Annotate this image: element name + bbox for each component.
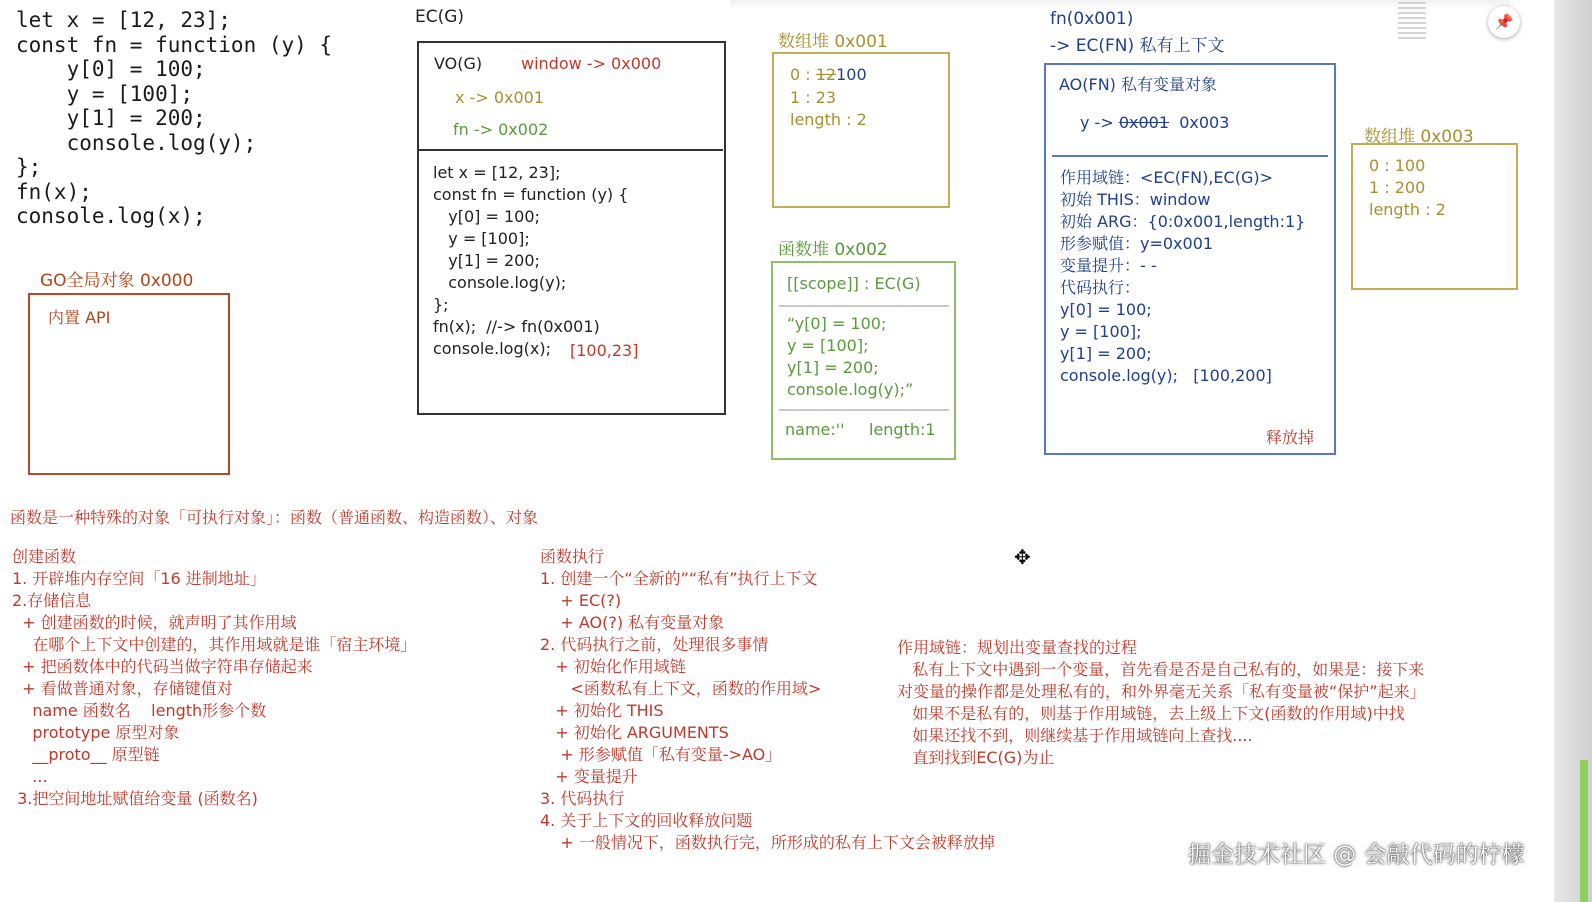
fnctx-divider	[1052, 155, 1328, 157]
fnctx-line: 变量提升：- -	[1060, 256, 1157, 275]
ecg-code-line: fn(x); //-> fn(0x001)	[433, 317, 600, 336]
ecg-code-line: y = [100];	[433, 229, 530, 248]
ecg-output: [100,23]	[570, 341, 639, 360]
notes-headline: 函数是一种特殊的对象「可执行对象」：函数（普通函数、构造函数）、对象	[10, 508, 539, 527]
note-line: name 函数名 length形参个数	[12, 701, 267, 720]
heap2-body-line: y[1] = 200;	[787, 358, 879, 377]
note-line: 如果不是私有的，则基于作用域链，去上级上下文(函数的作用域)中找	[897, 704, 1405, 723]
fnctx-box	[1044, 63, 1336, 455]
note-line: + 把函数体中的代码当做字符串存储起来	[12, 657, 313, 676]
note-line: + 初始化 ARGUMENTS	[540, 723, 729, 742]
new-value: 100	[836, 65, 867, 84]
heap2-body-line: console.log(y);”	[787, 380, 914, 399]
note-line: + 变量提升	[540, 767, 638, 786]
ecg-code	[433, 162, 628, 360]
ecg-box	[417, 41, 726, 415]
note-line: 3. 代码执行	[540, 789, 625, 808]
note-line: 1. 开辟堆内存空间「16 进制地址」	[12, 569, 266, 588]
release-label: 释放掉	[1266, 428, 1315, 447]
ecg-code-line: const fn = function (y) {	[433, 185, 629, 204]
code-line: const fn = function (y) {	[16, 32, 333, 57]
fnctx-line: 初始 THIS：window	[1060, 190, 1211, 209]
ao-title: AO(FN) 私有变量对象	[1059, 75, 1218, 94]
go-title: GO全局对象 0x000	[40, 271, 194, 291]
code-block	[16, 8, 332, 229]
fnctx-line: console.log(y); [100,200]	[1060, 366, 1272, 385]
note-line: prototype 原型对象	[12, 723, 180, 742]
heap1-line1: 1 : 23	[790, 88, 837, 107]
ecg-code-line: let x = [12, 23];	[433, 163, 561, 182]
fnctx-line: y[0] = 100;	[1060, 300, 1152, 319]
note-line: 如果还找不到，则继续基于作用域链向上查找....	[897, 726, 1253, 745]
heap1-title: 数组堆 0x001	[778, 32, 888, 52]
vo-label: VO(G)	[434, 54, 483, 73]
watermark: 掘金技术社区 @ 会敲代码的柠檬	[1188, 842, 1525, 868]
heap3-box	[1351, 143, 1518, 290]
heap2-length: length:1	[869, 420, 936, 439]
note-line: 创建函数	[12, 547, 77, 566]
note-line: + 形参赋值「私有变量->AO」	[540, 745, 782, 764]
note-line: 4. 关于上下文的回收释放问题	[540, 811, 753, 830]
note-line: 对变量的操作都是处理私有的，和外界毫无关系「私有变量被“保护”起来」	[897, 682, 1426, 701]
move-cursor-icon: ✥	[1014, 545, 1031, 569]
code-line: y = [100];	[16, 81, 194, 106]
heap2-divider	[779, 409, 949, 411]
note-line: 私有上下文中遇到一个变量，首先看是否是自己私有的，如果是：接下来	[897, 660, 1425, 679]
note-line: 直到找到EC(G)为止	[897, 748, 1055, 767]
heap1-box	[772, 52, 950, 208]
go-box	[28, 293, 230, 475]
heap2-body-line: y = [100];	[787, 336, 869, 355]
minimap-thumbnail[interactable]	[1398, 2, 1426, 42]
ecg-code-line: y[1] = 200;	[433, 251, 540, 270]
fnctx-lines	[1060, 167, 1305, 387]
heap2-box	[771, 261, 956, 460]
notes-create	[12, 546, 416, 810]
fnctx-line: 代码执行：	[1060, 278, 1141, 297]
heap3-title: 数组堆 0x003	[1364, 127, 1474, 147]
code-line: y[0] = 100;	[16, 57, 206, 81]
code-line: console.log(y);	[16, 130, 257, 155]
heap2-body	[787, 313, 913, 401]
note-line: 1. 创建一个“全新的”“私有”执行上下文	[540, 569, 818, 588]
ecg-divider	[419, 149, 723, 151]
heap3-line: 1 : 200	[1369, 178, 1426, 197]
x-ref: x -> 0x001	[455, 88, 545, 107]
fn-ref: fn -> 0x002	[453, 120, 549, 139]
old-value: 12	[815, 65, 837, 84]
ecg-title: EC(G)	[415, 7, 465, 27]
heap3-lines	[1369, 155, 1446, 221]
fnctx-line: 作用域链：<EC(FN),EC(G)>	[1060, 168, 1274, 187]
note-line: + 创建函数的时候，就声明了其作用域	[12, 613, 297, 632]
fnctx-line: 初始 ARG：{0:0x001,length:1}	[1060, 212, 1306, 231]
note-line: 作用域链：规划出变量查找的过程	[897, 638, 1138, 657]
fnctx-title-2: -> EC(FN) 私有上下文	[1050, 36, 1225, 56]
old-ref: 0x001	[1118, 113, 1170, 132]
ecg-code-line: console.log(x);	[433, 339, 551, 358]
heap2-scope: [[scope]] : EC(G)	[787, 274, 921, 293]
edge-accent	[1580, 760, 1588, 902]
fnctx-title-1: fn(0x001)	[1050, 9, 1134, 29]
new-ref: 0x003	[1179, 113, 1230, 132]
heap3-line: 0 : 100	[1369, 156, 1426, 175]
go-content: 内置 API	[48, 308, 111, 327]
note-line: + 初始化 THIS	[540, 701, 664, 720]
code-line: let x = [12, 23];	[16, 8, 231, 32]
heap1-line2: length : 2	[790, 110, 867, 129]
note-line: + EC(?)	[540, 591, 622, 610]
note-line: 2.存储信息	[12, 591, 92, 610]
note-line: + 看做普通对象，存储键值对	[12, 679, 233, 698]
pin-button[interactable]	[1488, 6, 1520, 38]
notes-scope-chain	[897, 637, 1426, 769]
fnctx-line: y[1] = 200;	[1060, 344, 1152, 363]
fnctx-line: 形参赋值：y=0x001	[1060, 234, 1214, 253]
heap3-line: length : 2	[1369, 200, 1446, 219]
heap2-title: 函数堆 0x002	[778, 240, 888, 260]
pin-icon: 📌	[1494, 13, 1514, 31]
note-line: 2. 代码执行之前，处理很多事情	[540, 635, 769, 654]
fnctx-output: [100,200]	[1193, 366, 1272, 385]
heap1-line0: 0 : 12100	[790, 65, 867, 84]
code-line: console.log(x);	[16, 204, 206, 228]
note-line: + 初始化作用域链	[540, 657, 686, 676]
heap2-divider	[779, 305, 949, 307]
y-ref: y -> 0x001 0x003	[1080, 113, 1230, 132]
note-line: 在哪个上下文中创建的，其作用域就是谁「宿主环境」	[12, 635, 417, 654]
note-line: __proto__ 原型链	[12, 745, 160, 764]
note-line: 3.把空间地址赋值给变量 (函数名)	[12, 789, 258, 808]
note-line: + AO(?) 私有变量对象	[540, 613, 725, 632]
note-line: + 一般情况下，函数执行完，所形成的私有上下文会被释放掉	[540, 833, 995, 852]
fnctx-line: y = [100];	[1060, 322, 1142, 341]
ecg-code-line: y[0] = 100;	[433, 207, 540, 226]
window-ref: window -> 0x000	[521, 54, 662, 73]
code-line: fn(x);	[16, 179, 92, 204]
note-line: ...	[12, 767, 48, 786]
code-line: y[1] = 200;	[16, 106, 206, 130]
note-line: <函数私有上下文，函数的作用域>	[540, 679, 822, 698]
ecg-code-line: };	[433, 295, 449, 314]
ecg-code-line: console.log(y);	[433, 273, 567, 292]
note-line: 函数执行	[540, 547, 605, 566]
heap2-body-line: “y[0] = 100;	[787, 314, 887, 333]
code-line: };	[16, 155, 42, 179]
heap2-name: name:''	[785, 420, 845, 439]
